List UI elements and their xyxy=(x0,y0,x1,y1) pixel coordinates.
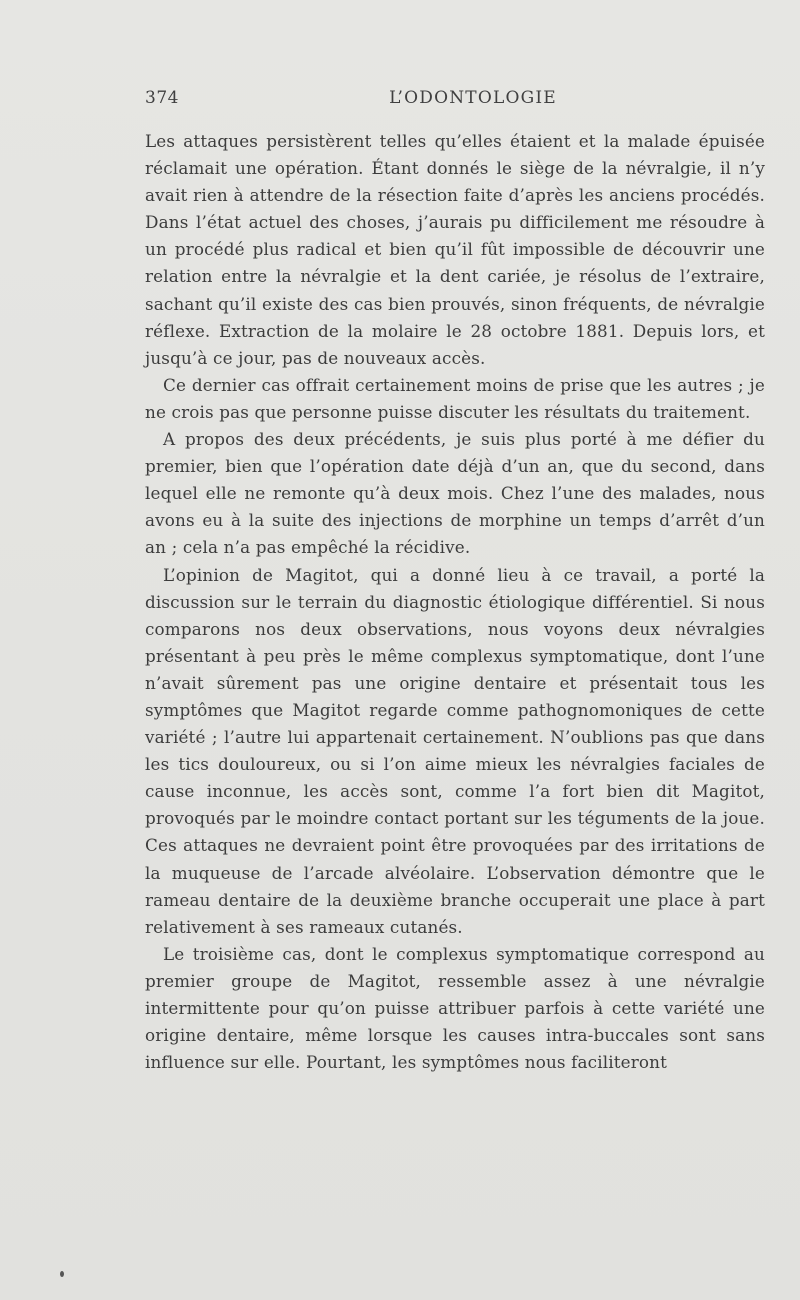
paragraph: L’opinion de Magitot, qui a donné lieu à ce travail, a porté la discussion sur le terrain du diagnostic étiologique différentiel. Si nous comparons nos deux observations, nous voyons deux névralgies présentant à peu près le même complexus symptomatique, dont l’une n’avait sûrement pas une origine dentaire et présentait tous les symptômes que Magitot regarde comme pathognomoniques de cette variété ; l’autre lui appartenait certainement. N’oublions pas que dans les tics douloureux, ou si l’on aime mieux les névralgies faciales de cause inconnue, les accès sont, comme l’a fort bien dit Magitot, provoqués par le moindre contact portant sur les téguments de la joue. Ces attaques ne devraient point être provoquées par des irritations de la muqueuse de l’arcade alvéolaire. L’observation démontre que le rameau dentaire de la deuxième branche occuperait une place à part relativement à ses rameaux cutanés. xyxy=(145,564,765,937)
page-header xyxy=(145,88,765,116)
running-title: L’ODONTOLOGIE xyxy=(389,88,557,108)
paragraph: Les attaques persistèrent telles qu’elles étaient et la malade épuisée réclamait une opération. Étant donnés le siège de la névralgie, il n’y avait rien à attendre de la résection faite d’après les anciens procédés. Dans l’état actuel des choses, j’aurais pu difficilement me résoudre à un procédé plus radical et bien qu’il fût impossible de découvrir une relation entre la névralgie et la dent cariée, je résolus de l’extraire, sachant qu’il existe des cas bien prouvés, sinon fréquents, de névralgie réflexe. Extraction de la molaire le 28 octobre 1881. Depuis lors, et jusqu’à ce jour, pas de nouveaux accès. xyxy=(145,131,765,368)
paragraph: A propos des deux précédents, je suis plus porté à me défier du premier, bien que l’opération date déjà d’un an, que du second, dans lequel elle ne remonte qu’à deux mois. Chez l’une des malades, nous avons eu à la suite des injections de morphine un temps d’arrêt d’un an ; cela n’a pas empêché la récidive. xyxy=(145,429,765,558)
page-number: 374 xyxy=(145,88,179,108)
ink-speck xyxy=(60,1271,64,1277)
paragraph: Le troisième cas, dont le complexus symptomatique correspond au premier groupe de Magitot, ressemble assez à une névralgie intermittente pour qu’on puisse attribuer parfois à cette variété une origine dentaire, même lorsque les causes intra-buccales sont sans influence sur elle. Pourtant, les symptômes nous faciliteront xyxy=(145,943,765,1073)
body-text xyxy=(145,128,765,1076)
paragraph: Ce dernier cas offrait certainement moins de prise que les autres ; je ne crois pas que personne puisse discuter les résultats du traitement. xyxy=(145,374,765,422)
